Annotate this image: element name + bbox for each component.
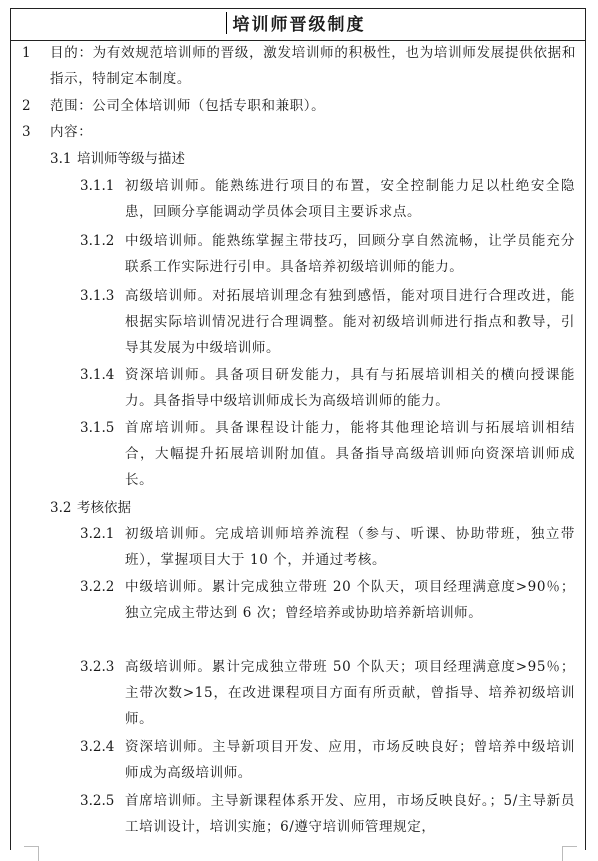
clause-text: 资深培训师。主导新项目开发、应用，市场反映良好；曾培养中级培训师成为高级培训师。 [125, 739, 575, 781]
page-corner-mark [24, 846, 39, 861]
clause-number: 3.2.5 [80, 793, 115, 809]
item-number: 1 [22, 45, 31, 61]
clause-text: 中级培训师。累计完成独立带班 20 个队天，项目经理满意度>90％；独立完成主带达到 6 次；曾经培养或协助培养新培训师。 [125, 579, 575, 621]
clause-text: 初级培训师。能熟练进行项目的布置，安全控制能力足以杜绝安全隐患，回顾分享能调动学员体会项目主要诉求点。 [125, 178, 575, 220]
section-heading: 培训师等级与描述 [77, 151, 185, 167]
clause-text: 资深培训师。具备项目研发能力，具有与拓展培训相关的横向授课能力。具备指导中级培训师成长为高级培训师的能力。 [125, 367, 575, 409]
section-heading: 考核依据 [77, 500, 131, 516]
content-heading: 内容： [50, 124, 93, 140]
page-corner-mark [562, 846, 577, 861]
section-number: 3.2 [50, 500, 72, 516]
item-number: 3 [22, 124, 31, 140]
purpose-text: 目的：为有效规范培训师的晋级，激发培训师的积极性，也为培训师发展提供依据和指示，特制定本制度。 [50, 45, 576, 87]
scope-text: 范围：公司全体培训师（包括专职和兼职）。 [50, 98, 326, 114]
clause-text: 首席培训师。具备课程设计能力，能将其他理论培训与拓展培训相结合，大幅提升拓展培训附加值。具备指导高级培训师向资深培训师成长。 [125, 420, 575, 488]
section-number: 3.1 [50, 151, 72, 167]
clause-number: 3.2.1 [80, 526, 115, 542]
item-number: 2 [22, 98, 31, 114]
clause-text: 初级培训师。完成培训师培养流程（参与、听课、协助带班，独立带班），掌握项目大于 10 个，并通过考核。 [125, 526, 575, 568]
clause-text: 高级培训师。累计完成独立带班 50 个队天；项目经理满意度>95％；主带次数>15，在改进课程项目方面有所贡献，曾指导、培养初级培训师。 [125, 659, 575, 727]
clause-number: 3.2.2 [80, 579, 115, 595]
clause-number: 3.1.4 [80, 367, 115, 383]
clause-number: 3.2.3 [80, 659, 115, 675]
text-cursor [226, 12, 227, 34]
clause-number: 3.2.4 [80, 739, 115, 755]
document-title: 培训师晋级制度 [232, 15, 366, 35]
clause-text: 首席培训师。主导新课程体系开发、应用，市场反映良好。；5/主导新员工培训设计，培训实施；6/遵守培训师管理规定， [125, 793, 575, 835]
clause-number: 3.1.5 [80, 420, 115, 436]
clause-number: 3.1.1 [80, 178, 115, 194]
clause-text: 高级培训师。对拓展培训理念有独到感悟，能对项目进行合理改进，能根据实际培训情况进行合理调整。能对初级培训师进行指点和教导，引导其发展为中级培训师。 [125, 288, 575, 356]
clause-text: 中级培训师。能熟练掌握主带技巧，回顾分享自然流畅，让学员能充分联系工作实际进行引申。具备培养初级培训师的能力。 [125, 233, 575, 275]
clause-number: 3.1.3 [80, 288, 115, 304]
clause-number: 3.1.2 [80, 233, 115, 249]
